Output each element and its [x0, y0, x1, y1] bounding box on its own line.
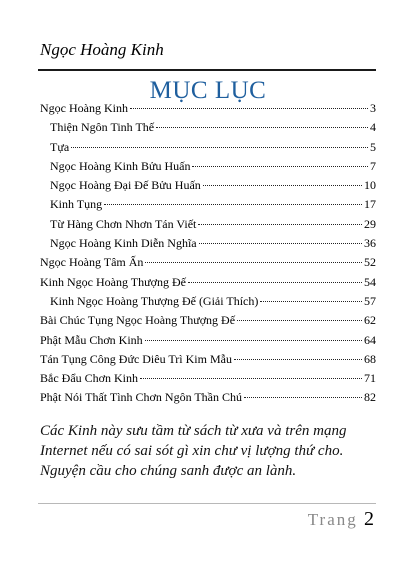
toc-dot-leader [188, 281, 362, 283]
toc-entry-page: 71 [364, 371, 376, 386]
toc-entry-label: Ngọc Hoàng Kinh Bửu Huấn [50, 158, 191, 173]
toc-dot-leader [140, 377, 362, 379]
toc-entry-page: 82 [364, 390, 376, 405]
toc-dot-leader [244, 396, 362, 398]
toc-entry-page: 52 [364, 255, 376, 270]
toc-entry-label: Kinh Tụng [50, 197, 103, 212]
table-of-contents [40, 101, 376, 410]
toc-entry-page: 64 [364, 332, 376, 347]
toc-dot-leader [192, 165, 368, 167]
toc-entry[interactable] [40, 197, 376, 216]
toc-entry-page: 4 [370, 120, 376, 135]
toc-entry-label: Bài Chúc Tụng Ngọc Hoàng Thượng Đế [40, 313, 236, 328]
toc-entry-label: Kinh Ngọc Hoàng Thượng Đế [40, 274, 186, 289]
toc-entry[interactable] [40, 352, 376, 371]
toc-entry-label: Phật Mẫu Chơn Kinh [40, 332, 143, 347]
header-title: Ngọc Hoàng Kinh [40, 40, 164, 59]
toc-entry-label: Ngọc Hoàng Kinh [40, 101, 128, 115]
toc-entry[interactable] [40, 255, 376, 274]
toc-entry-page: 10 [364, 178, 376, 193]
toc-entry[interactable] [40, 140, 376, 159]
toc-entry-page: 62 [364, 313, 376, 328]
toc-entry-label: Bắc Đẩu Chơn Kinh [40, 371, 138, 386]
toc-entry[interactable] [40, 236, 376, 255]
toc-entry-page: 36 [364, 236, 376, 251]
toc-entry-label: Kinh Ngọc Hoàng Thượng Đế (Giải Thích) [50, 293, 259, 308]
toc-dot-leader [198, 223, 362, 225]
toc-dot-leader [71, 146, 368, 148]
page-number: 2 [364, 508, 374, 530]
toc-entry-label: Ngọc Hoàng Kinh Diễn Nghĩa [50, 236, 197, 251]
toc-entry[interactable] [40, 313, 376, 332]
toc-entry-label: Tựa [50, 139, 70, 154]
toc-entry[interactable] [40, 120, 376, 139]
toc-entry-label: Ngọc Hoàng Đại Đế Bửu Huấn [50, 178, 201, 193]
toc-entry[interactable] [40, 101, 376, 120]
toc-entry-label: Ngọc Hoàng Tâm Ấn [40, 255, 144, 270]
toc-dot-leader [130, 107, 368, 109]
toc-entry[interactable] [40, 294, 376, 313]
disclaimer-note: Các Kinh này sưu tầm từ sách từ xưa và trên mạng Internet nếu có sai sót gì xin chư vị lượng thứ cho. Nguyện cầu cho chúng sanh được an lành. [40, 423, 347, 479]
toc-entry[interactable] [40, 333, 376, 352]
toc-title: MỤC LỤC [149, 77, 267, 104]
header-divider [38, 69, 376, 71]
toc-dot-leader [203, 184, 362, 186]
toc-entry-label: Tán Tụng Công Đức Diêu Trì Kim Mẫu [40, 351, 232, 366]
toc-dot-leader [260, 300, 362, 302]
toc-entry-label: Phật Nói Thất Tình Chơn Ngôn Thần Chú [40, 390, 243, 405]
toc-entry-page: 5 [370, 139, 376, 154]
toc-entry-label: Từ Hàng Chơn Nhơn Tán Viết [50, 216, 197, 231]
toc-dot-leader [234, 358, 362, 360]
toc-dot-leader [199, 242, 362, 244]
toc-entry-page: 29 [364, 216, 376, 231]
toc-entry[interactable] [40, 275, 376, 294]
page-footer [308, 508, 374, 531]
toc-dot-leader [156, 126, 368, 128]
toc-entry-page: 3 [370, 101, 376, 115]
toc-entry[interactable] [40, 217, 376, 236]
toc-dot-leader [145, 339, 362, 341]
toc-entry[interactable] [40, 371, 376, 390]
toc-entry[interactable] [40, 178, 376, 197]
toc-entry-page: 54 [364, 274, 376, 289]
toc-entry-page: 68 [364, 351, 376, 366]
toc-dot-leader [145, 261, 362, 263]
footer-divider [38, 503, 376, 504]
toc-entry-label: Thiện Ngôn Tinh Thế [50, 120, 155, 135]
toc-dot-leader [237, 319, 362, 321]
footer-label: Trang [307, 510, 358, 529]
toc-entry-page: 17 [364, 197, 376, 212]
toc-entry[interactable] [40, 390, 376, 409]
toc-dot-leader [104, 203, 362, 205]
toc-entry-page: 7 [370, 158, 376, 173]
toc-entry[interactable] [40, 159, 376, 178]
toc-entry-page: 57 [364, 293, 376, 308]
